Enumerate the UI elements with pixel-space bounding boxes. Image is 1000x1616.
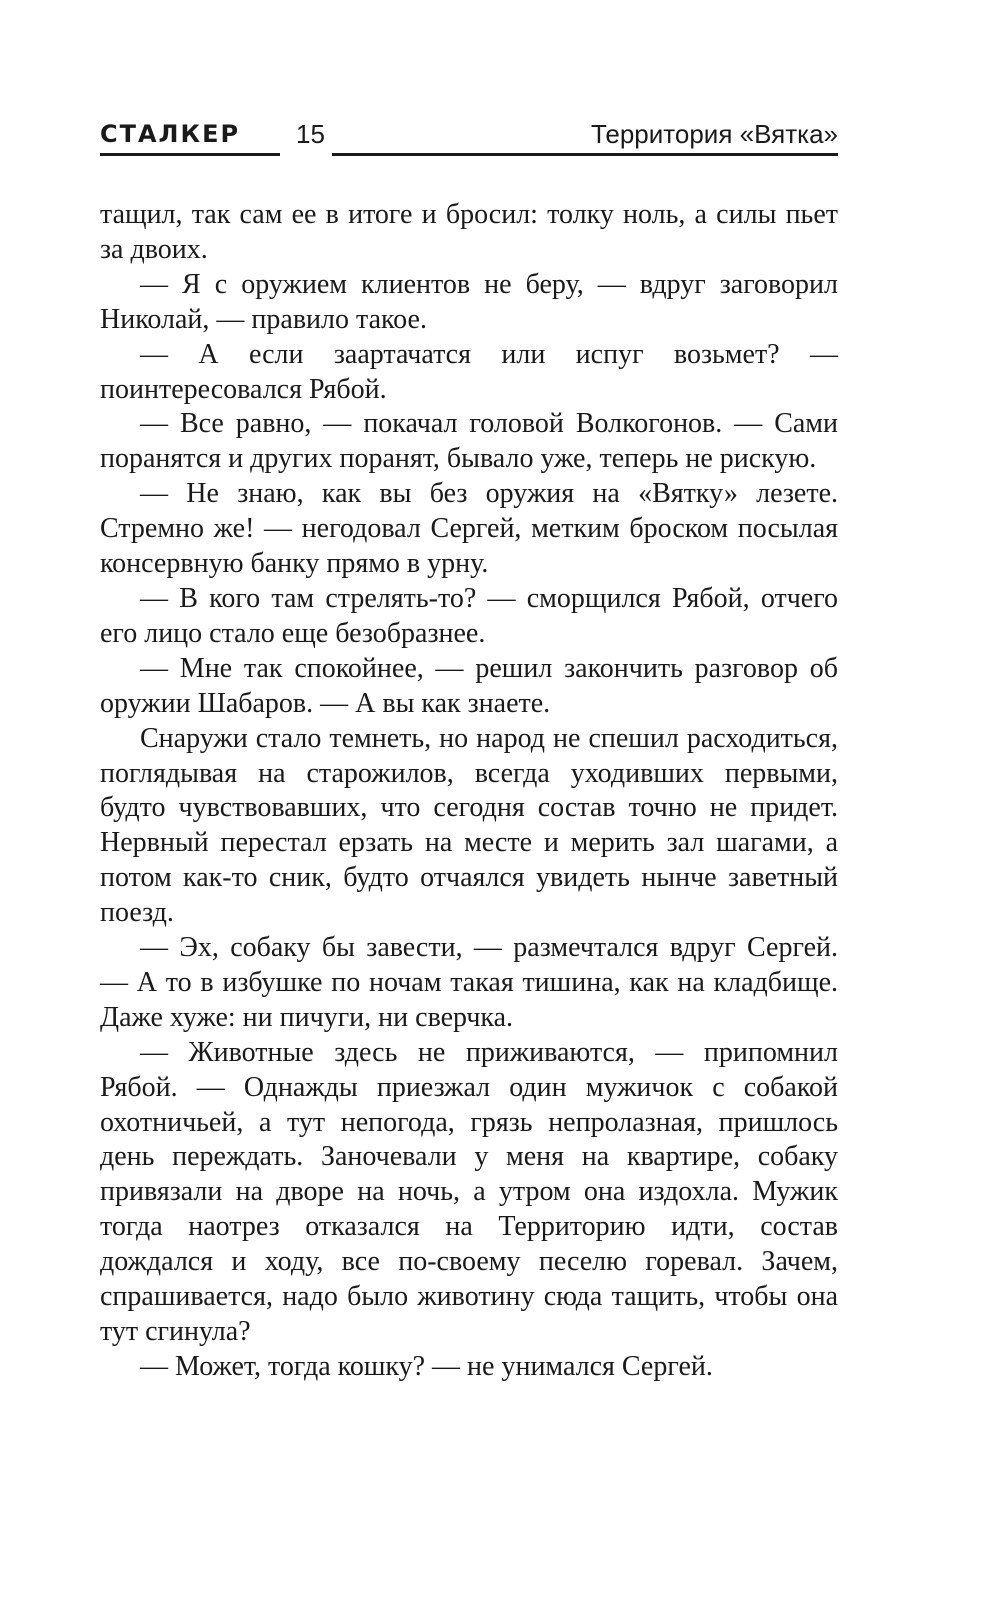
body-text [100, 198, 838, 1385]
paragraph: — Я с оружием клиентов не беру, — вдруг заговорил Николай, — правило такое. [100, 268, 838, 335]
paragraph: — Не знаю, как вы без оружия на «Вятку» лезете. Стремно же! — негодовал Сергей, метким броском посылая консервную банку прямо в урну. [100, 478, 838, 580]
header-rule-left [100, 153, 280, 156]
series-name: СТАЛКЕР [100, 120, 241, 148]
paragraph: Снаружи стало темнеть, но народ не спешил расходиться, поглядывая на старожилов, всегда уходивших первыми, будто чувствовавших, что сегодня состав точно не придет. Нервный перестал ерзать на месте и мерить зал шагами, а потом как-то сник, будто отчаялся увидеть нынче заветный поезд. [100, 722, 838, 929]
paragraph: — Животные здесь не приживаются, — припомнил Рябой. — Однажды приезжал один мужичок с собакой охотничьей, а тут непогода, грязь непролазная, пришлось день переждать. Заночевали у меня на квартире, собаку привязали на дворе на ночь, а утром она издохла. Мужик тогда наотрез отказался на Территорию идти, состав дождался и ходу, все по-своему песелю горевал. Зачем, спрашивается, надо было животину сюда тащить, чтобы она тут сгинула? [100, 1036, 838, 1347]
paragraph: — В кого там стрелять-то? — сморщился Рябой, отчего его лицо стало еще безобразнее. [100, 582, 838, 649]
paragraph: — Все равно, — покачал головой Волкогонов. — Сами поранятся и других поранят, бывало уже, теперь не рискую. [100, 408, 838, 475]
paragraph: — Мне так спокойнее, — решил закончить разговор об оружии Шабаров. — А вы как знаете. [100, 652, 838, 719]
paragraph: тащил, так сам ее в итоге и бросил: толку ноль, а силы пьет за двоих. [100, 199, 838, 265]
paragraph: — Может, тогда кошку? — не унимался Сергей. [140, 1350, 713, 1382]
paragraph: — А если заартачатся или испуг возьмет? — поинтересовался Рябой. [100, 338, 838, 405]
paragraph: — Эх, собаку бы завести, — размечтался вдруг Сергей. — А то в избушке по ночам такая тишина, как на кладбище. Даже хуже: ни пичуги, ни сверчка. [100, 932, 838, 1033]
book-title: Территория «Вятка» [590, 119, 838, 149]
page-number: 15 [296, 119, 325, 149]
header-rule-right [332, 153, 838, 156]
running-header [100, 119, 838, 159]
